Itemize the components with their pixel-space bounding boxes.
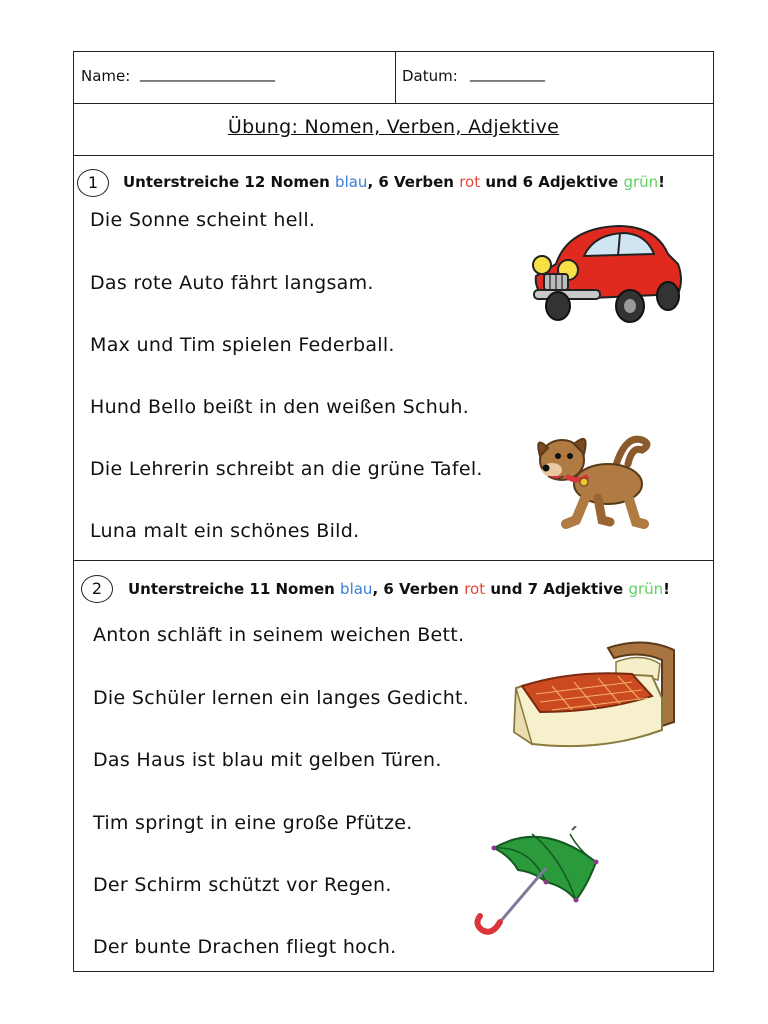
section-2-sentence: Die Schüler lernen ein langes Gedicht.	[93, 687, 470, 709]
section-2-sentence: Der Schirm schützt vor Regen.	[93, 874, 392, 896]
section-divider	[74, 560, 713, 561]
car-illustration	[528, 220, 688, 324]
name-line: __________________	[140, 64, 275, 82]
umbrella-illustration	[472, 826, 602, 942]
section-1-sentence: Die Lehrerin schreibt an die grüne Tafel.	[90, 458, 483, 480]
section-2-sentence: Das Haus ist blau mit gelben Türen.	[93, 749, 442, 771]
title-row	[74, 104, 713, 156]
section-1-sentence: Luna malt ein schönes Bild.	[90, 520, 360, 542]
dog-illustration	[528, 420, 658, 532]
section-2-sentence: Anton schläft in seinem weichen Bett.	[93, 624, 465, 646]
worksheet	[73, 51, 714, 972]
header-row	[74, 52, 713, 104]
section-2-instruction: Unterstreiche 11 Nomen blau, 6 Verben rot und 7 Adjektive grün!	[128, 580, 670, 598]
section-1-sentence: Hund Bello beißt in den weißen Schuh.	[90, 396, 470, 418]
section-1-number: 1	[77, 169, 109, 197]
date-line: __________	[470, 64, 545, 82]
section-1-sentence: Max und Tim spielen Federball.	[90, 334, 395, 356]
section-1-sentence: Das rote Auto fährt langsam.	[90, 272, 374, 294]
section-2-sentence: Tim springt in eine große Pfütze.	[93, 812, 413, 834]
bed-illustration	[512, 636, 682, 758]
section-2-number: 2	[81, 575, 113, 603]
name-label: Name:	[81, 67, 131, 85]
section-1-instruction: Unterstreiche 12 Nomen blau, 6 Verben rot und 6 Adjektive grün!	[123, 173, 665, 191]
section-2-sentence: Der bunte Drachen fliegt hoch.	[93, 936, 397, 958]
date-label: Datum:	[402, 67, 458, 85]
section-1-sentence: Die Sonne scheint hell.	[90, 209, 316, 231]
header-divider	[395, 52, 396, 104]
page-title: Übung: Nomen, Verben, Adjektive	[227, 116, 560, 138]
